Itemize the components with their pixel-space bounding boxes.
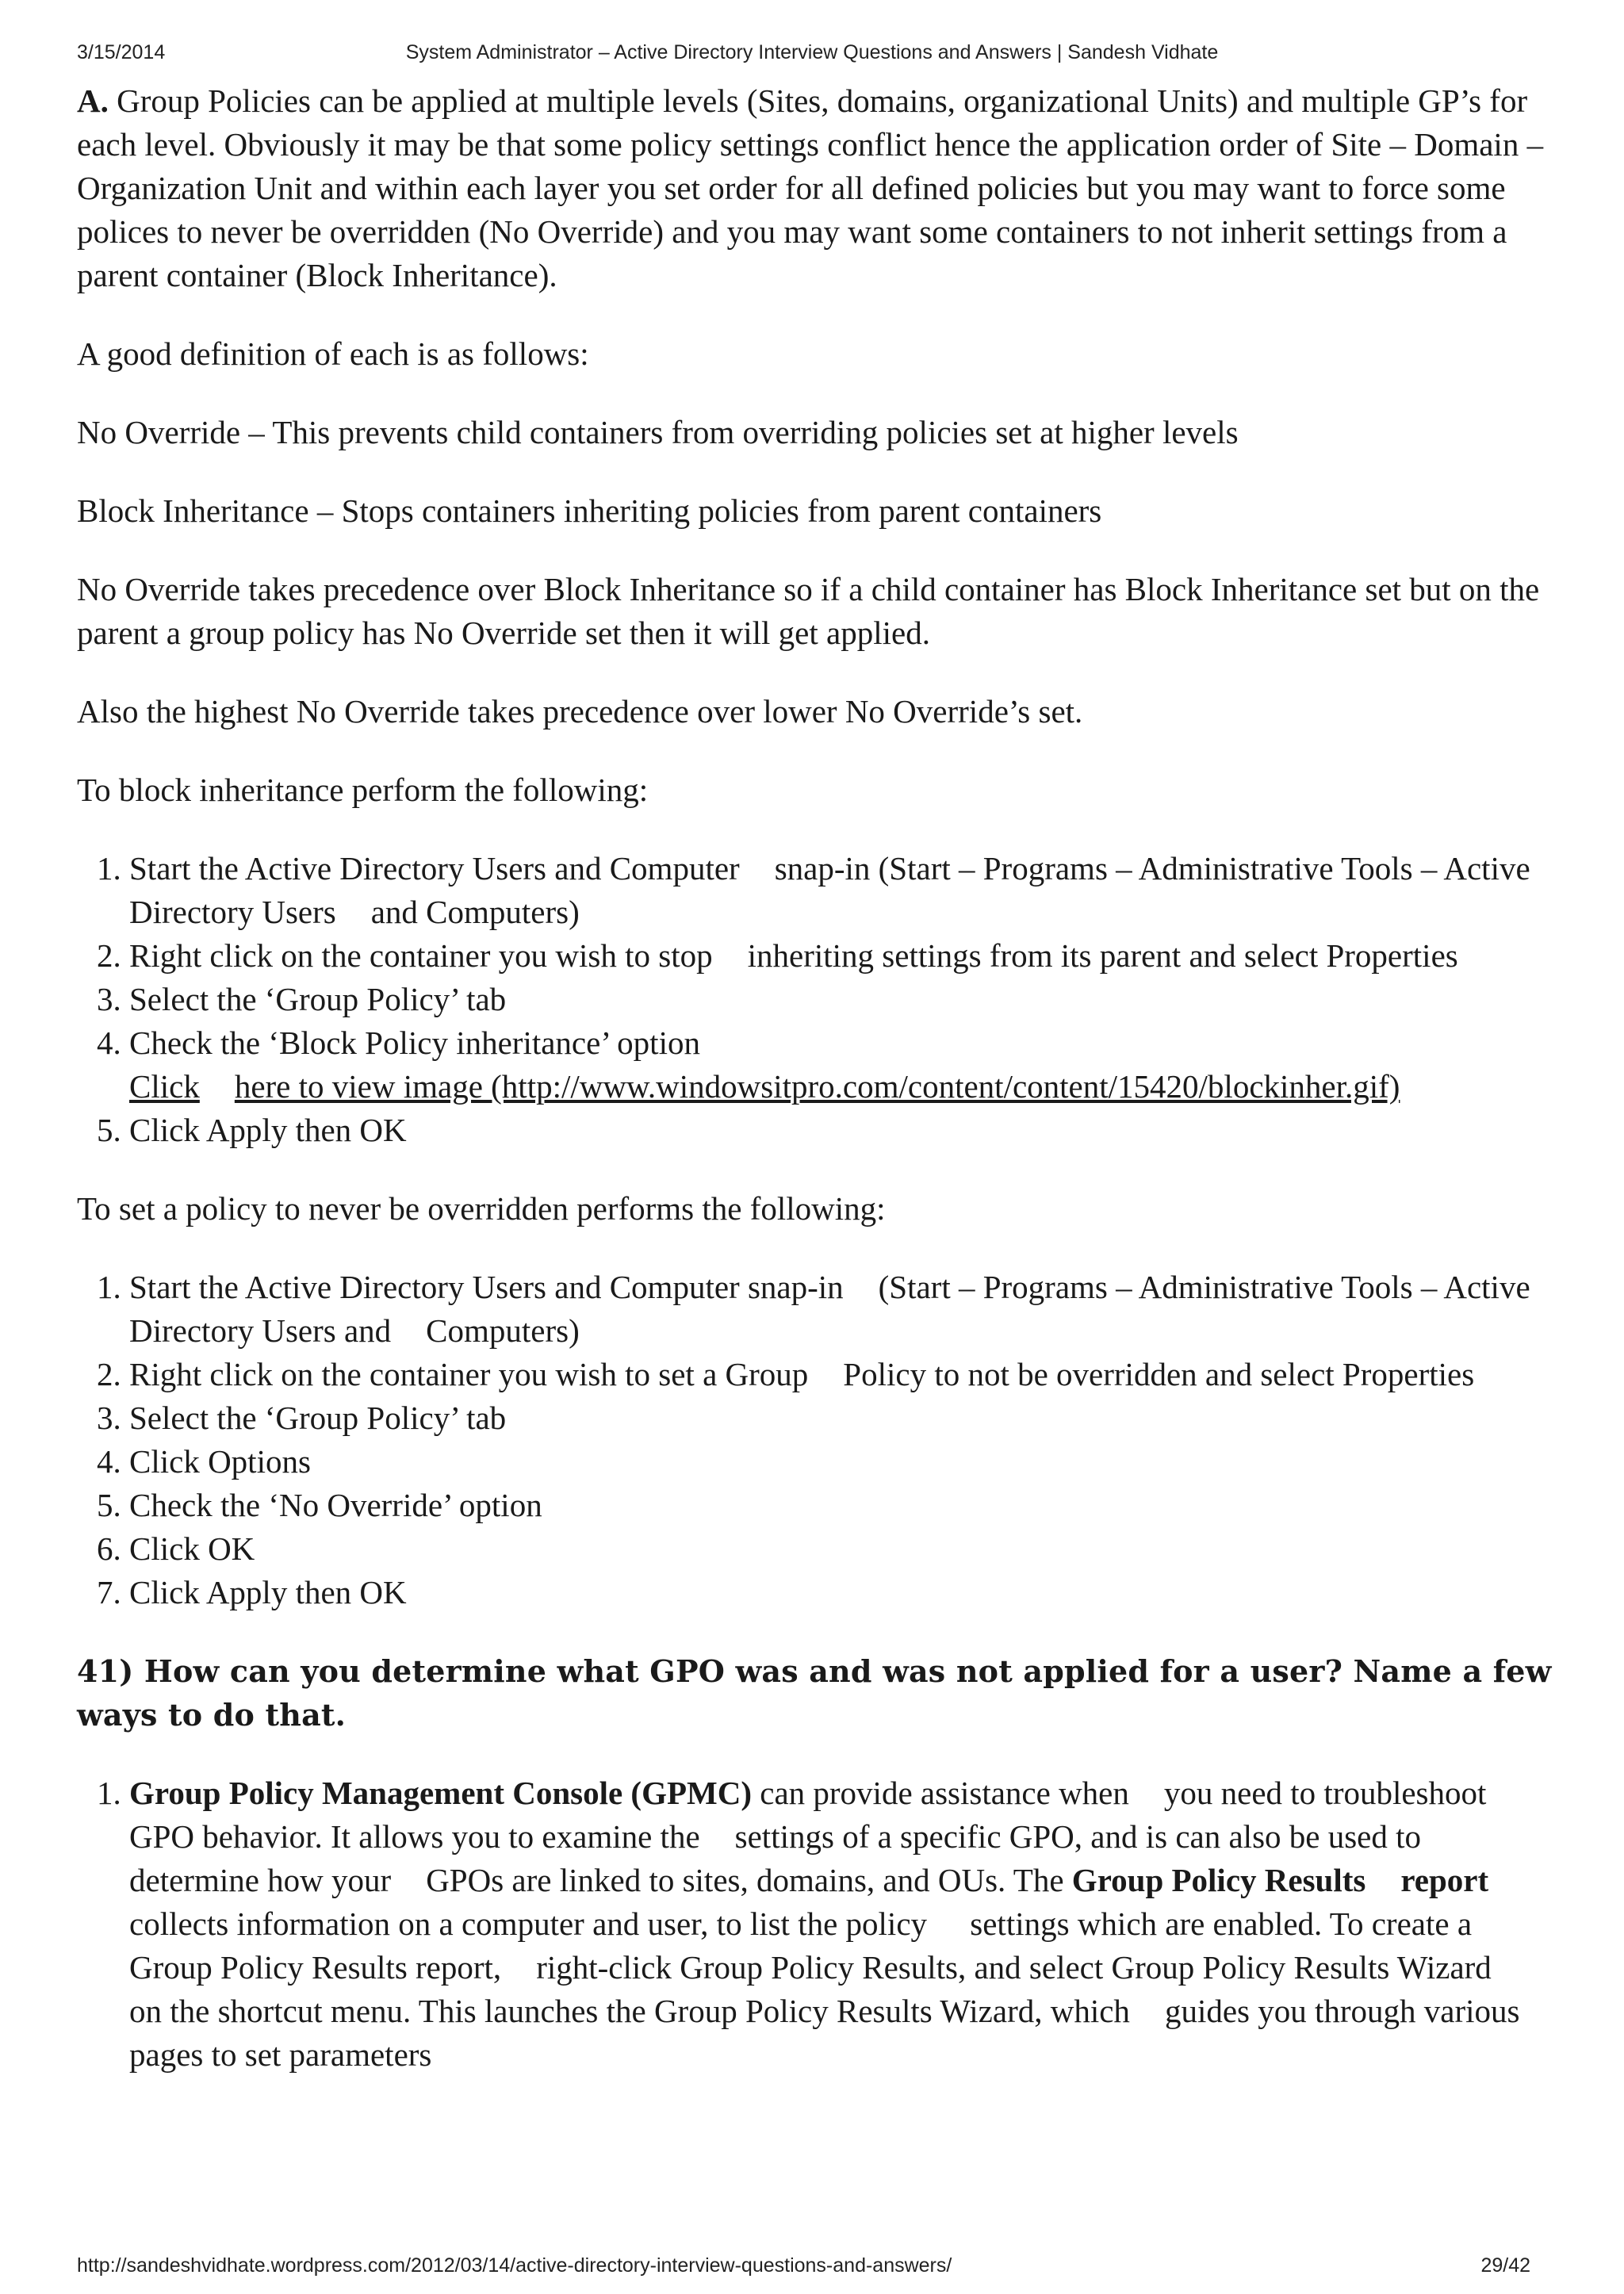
paragraph-block-steps-intro: To block inheritance perform the following: (77, 772, 649, 808)
list-item: 1. Start the Active Directory Users and Computer snap-in (Start – Programs – Administrative Tools – Active Directory Users and Computers) (129, 847, 1552, 934)
no-override-steps (77, 1266, 1552, 1614)
page-footer (0, 2254, 1624, 2286)
answer-paragraph (77, 79, 1552, 297)
view-image-link[interactable]: Click here to view image (http://www.windowsitpro.com/content/content/15420/blockinher.gif) (129, 1068, 1400, 1105)
paragraph-no-override: No Override – This prevents child containers from overriding policies set at higher levels (77, 414, 1239, 450)
list-item: 3. Select the ‘Group Policy’ tab (129, 1396, 1552, 1440)
paragraph-override-steps-intro: To set a policy to never be overridden performs the following: (77, 1190, 886, 1227)
paragraph-precedence: No Override takes precedence over Block Inheritance so if a child container has Block Inheritance set but on the parent a group policy has No Override set then it will get applied. (77, 571, 1540, 651)
list-item: 4. Check the ‘Block Policy inheritance’ option Click here to view image (http://www.windowsitpro.com/content/content/15420/blockinher.gif) (129, 1021, 1552, 1109)
page-number: 29/42 (1480, 2254, 1530, 2277)
footer-url: http://sandeshvidhate.wordpress.com/2012/03/14/active-directory-interview-questions-and-answers/ (77, 2254, 952, 2277)
answer-label: A. (77, 82, 109, 119)
page-header (0, 41, 1624, 73)
paragraph-highest-override: Also the highest No Override takes precedence over lower No Override’s set. (77, 693, 1083, 730)
list-item: 7. Click Apply then OK (129, 1571, 1552, 1614)
paragraph-definition-intro: A good definition of each is as follows: (77, 335, 589, 372)
article-body (77, 79, 1552, 2112)
list-item: 2. Right click on the container you wish to stop inheriting settings from its parent and select Properties (129, 934, 1552, 978)
list-item: 1. Group Policy Management Console (GPMC) can provide assistance when you need to troubleshoot GPO behavior. It allows you to examine the settings of a specific GPO, and is can also be used to determine how your GPOs are linked to sites, domains, and OUs. The Group Policy Results report collects information on a computer and user, to list the policy settings which are enabled. To create a Group Policy Results report, right-click Group Policy Results, and select Group Policy Results Wizardon the shortcut menu. This launches the Group Policy Results Wizard, which guides you through various pages to set parameters (129, 1771, 1552, 2077)
answer-text: Group Policies can be applied at multiple levels (Sites, domains, organizational Units) and multiple GP’s for each level. Obviously it may be that some policy settings conflict hence the application order of Site – Domain – Organization Unit and within each layer you set order for all defined policies but you may want to force some polices to never be overridden (No Override) and you may want some containers to not inherit settings from a parent container (Block Inheritance). (77, 82, 1544, 293)
list-item: 5. Click Apply then OK (129, 1109, 1552, 1152)
list-item: 4. Click Options (129, 1440, 1552, 1484)
list-item: 3. Select the ‘Group Policy’ tab (129, 978, 1552, 1021)
question-heading: 41) How can you determine what GPO was and was not applied for a user? Name a few ways to do that. (77, 1653, 1552, 1733)
header-title: System Administrator – Active Directory Interview Questions and Answers | Sandesh Vidhate (405, 41, 1219, 63)
list-item: 2. Right click on the container you wish to set a Group Policy to not be overridden and select Properties (129, 1353, 1552, 1396)
list-item: 6. Click OK (129, 1527, 1552, 1571)
paragraph-block-inheritance: Block Inheritance – Stops containers inheriting policies from parent containers (77, 492, 1102, 529)
header-date: 3/15/2014 (77, 41, 166, 63)
list-item: 1. Start the Active Directory Users and Computer snap-in (Start – Programs – Administrative Tools – Active Directory Users and Computers) (129, 1266, 1552, 1353)
gpo-methods-list (77, 1771, 1552, 2077)
block-inheritance-steps (77, 847, 1552, 1152)
list-item: 5. Check the ‘No Override’ option (129, 1484, 1552, 1527)
